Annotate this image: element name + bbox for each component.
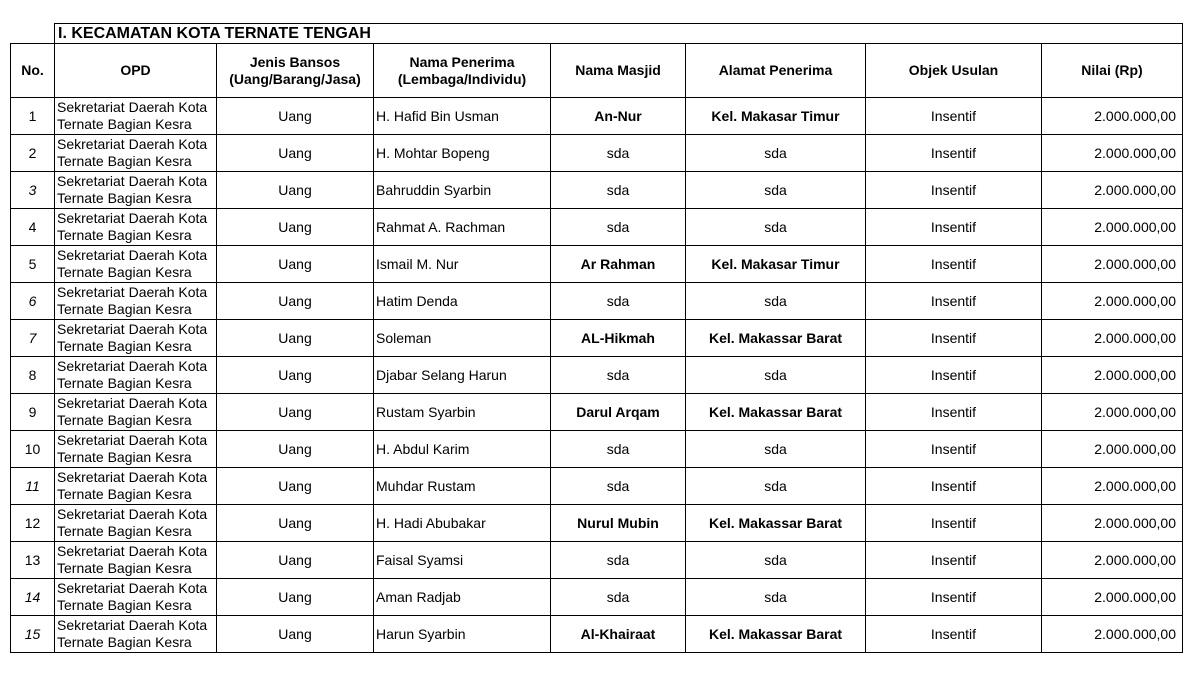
table-row xyxy=(11,431,1183,468)
cell-jenis[interactable]: Uang xyxy=(217,135,374,172)
header-nama-line1: Nama Penerima xyxy=(409,53,515,70)
opd-line2: Ternate Bagian Kesra xyxy=(57,153,192,169)
cell-opd[interactable] xyxy=(55,283,217,320)
opd-line2: Ternate Bagian Kesra xyxy=(57,560,192,576)
cell-no[interactable]: 3 xyxy=(11,172,55,209)
opd-line2: Ternate Bagian Kesra xyxy=(57,634,192,650)
header-nilai[interactable]: Nilai (Rp) xyxy=(1042,44,1183,98)
opd-line1: Sekretariat Daerah Kota xyxy=(57,432,208,448)
cell-jenis[interactable]: Uang xyxy=(217,542,374,579)
cell-nilai[interactable]: 2.000.000,00 xyxy=(1042,320,1183,357)
cell-masjid[interactable]: Ar Rahman xyxy=(551,246,686,283)
cell-objek[interactable]: Insentif xyxy=(866,172,1042,209)
opd-line2: Ternate Bagian Kesra xyxy=(57,227,192,243)
cell-alamat[interactable]: Kel. Makassar Barat xyxy=(686,616,866,653)
cell-opd[interactable] xyxy=(55,98,217,135)
table-row xyxy=(11,468,1183,505)
cell-nilai[interactable]: 2.000.000,00 xyxy=(1042,505,1183,542)
cell-objek[interactable]: Insentif xyxy=(866,135,1042,172)
opd-line2: Ternate Bagian Kesra xyxy=(57,301,192,317)
opd-line2: Ternate Bagian Kesra xyxy=(57,264,192,280)
table-row xyxy=(11,357,1183,394)
cell-nilai[interactable]: 2.000.000,00 xyxy=(1042,468,1183,505)
cell-masjid[interactable]: sda xyxy=(551,579,686,616)
cell-nilai[interactable]: 2.000.000,00 xyxy=(1042,283,1183,320)
opd-line1: Sekretariat Daerah Kota xyxy=(57,173,208,189)
opd-line2: Ternate Bagian Kesra xyxy=(57,486,192,502)
cell-objek[interactable]: Insentif xyxy=(866,394,1042,431)
cell-no[interactable]: 14 xyxy=(11,579,55,616)
cell-no[interactable]: 11 xyxy=(11,468,55,505)
cell-nilai[interactable]: 2.000.000,00 xyxy=(1042,357,1183,394)
table-row xyxy=(11,135,1183,172)
cell-objek[interactable]: Insentif xyxy=(866,579,1042,616)
opd-line2: Ternate Bagian Kesra xyxy=(57,449,192,465)
opd-line1: Sekretariat Daerah Kota xyxy=(57,506,208,522)
cell-alamat[interactable]: Kel. Makassar Barat xyxy=(686,394,866,431)
cell-objek[interactable]: Insentif xyxy=(866,246,1042,283)
section-title[interactable]: I. KECAMATAN KOTA TERNATE TENGAH xyxy=(55,24,1183,44)
opd-line1: Sekretariat Daerah Kota xyxy=(57,395,208,411)
cell-alamat[interactable]: sda xyxy=(686,468,866,505)
header-opd[interactable]: OPD xyxy=(55,44,217,98)
opd-line2: Ternate Bagian Kesra xyxy=(57,597,192,613)
cell-masjid[interactable]: sda xyxy=(551,172,686,209)
cell-nama[interactable]: Bahruddin Syarbin xyxy=(374,172,551,209)
header-jenis-line1: Jenis Bansos xyxy=(249,53,341,70)
cell-nama[interactable]: H. Hafid Bin Usman xyxy=(374,98,551,135)
cell-nama[interactable]: Hatim Denda xyxy=(374,283,551,320)
cell-masjid[interactable]: Al-Khairaat xyxy=(551,616,686,653)
cell-masjid[interactable]: sda xyxy=(551,209,686,246)
cell-nilai[interactable]: 2.000.000,00 xyxy=(1042,431,1183,468)
cell-alamat[interactable]: sda xyxy=(686,579,866,616)
cell-jenis[interactable]: Uang xyxy=(217,431,374,468)
cell-alamat[interactable]: Kel. Makassar Barat xyxy=(686,320,866,357)
cell-alamat[interactable]: sda xyxy=(686,431,866,468)
table-row xyxy=(11,283,1183,320)
cell-opd[interactable] xyxy=(55,357,217,394)
header-nama-line2: (Lembaga/Individu) xyxy=(397,70,527,87)
cell-opd[interactable] xyxy=(55,542,217,579)
cell-masjid[interactable]: AL-Hikmah xyxy=(551,320,686,357)
cell-objek[interactable]: Insentif xyxy=(866,320,1042,357)
cell-alamat[interactable]: sda xyxy=(686,357,866,394)
table-row xyxy=(11,172,1183,209)
cell-nilai[interactable]: 2.000.000,00 xyxy=(1042,394,1183,431)
cell-jenis[interactable]: Uang xyxy=(217,246,374,283)
cell-nilai[interactable]: 2.000.000,00 xyxy=(1042,579,1183,616)
opd-line2: Ternate Bagian Kesra xyxy=(57,523,192,539)
cell-nama[interactable]: Soleman xyxy=(374,320,551,357)
cell-masjid[interactable]: sda xyxy=(551,135,686,172)
opd-line2: Ternate Bagian Kesra xyxy=(57,116,192,132)
cell-nama[interactable]: Muhdar Rustam xyxy=(374,468,551,505)
table-row xyxy=(11,98,1183,135)
section-row xyxy=(11,24,1183,44)
header-masjid[interactable]: Nama Masjid xyxy=(551,44,686,98)
cell-nilai[interactable]: 2.000.000,00 xyxy=(1042,542,1183,579)
table-row xyxy=(11,394,1183,431)
opd-line1: Sekretariat Daerah Kota xyxy=(57,617,208,633)
table-row xyxy=(11,505,1183,542)
header-alamat[interactable]: Alamat Penerima xyxy=(686,44,866,98)
opd-line1: Sekretariat Daerah Kota xyxy=(57,136,208,152)
cell-masjid[interactable]: An-Nur xyxy=(551,98,686,135)
opd-line1: Sekretariat Daerah Kota xyxy=(57,284,208,300)
cell-no[interactable]: 5 xyxy=(11,246,55,283)
spreadsheet xyxy=(10,23,1183,653)
header-no[interactable]: No. xyxy=(11,44,55,98)
cell-masjid[interactable]: sda xyxy=(551,542,686,579)
cell-masjid[interactable]: Nurul Mubin xyxy=(551,505,686,542)
cell-jenis[interactable]: Uang xyxy=(217,320,374,357)
cell-opd[interactable] xyxy=(55,135,217,172)
cell-nama[interactable]: H. Mohtar Bopeng xyxy=(374,135,551,172)
cell-jenis[interactable]: Uang xyxy=(217,357,374,394)
cell-alamat[interactable]: Kel. Makasar Timur xyxy=(686,98,866,135)
cell-nama[interactable]: Rustam Syarbin xyxy=(374,394,551,431)
cell-alamat[interactable]: Kel. Makassar Barat xyxy=(686,505,866,542)
cell-opd[interactable] xyxy=(55,172,217,209)
blank-cell xyxy=(11,24,55,44)
cell-alamat[interactable]: sda xyxy=(686,172,866,209)
cell-jenis[interactable]: Uang xyxy=(217,172,374,209)
opd-line2: Ternate Bagian Kesra xyxy=(57,338,192,354)
cell-no[interactable]: 7 xyxy=(11,320,55,357)
table-row xyxy=(11,542,1183,579)
cell-opd[interactable] xyxy=(55,579,217,616)
cell-objek[interactable]: Insentif xyxy=(866,616,1042,653)
opd-line1: Sekretariat Daerah Kota xyxy=(57,210,208,226)
header-jenis-line2: (Uang/Barang/Jasa) xyxy=(229,70,361,87)
opd-line1: Sekretariat Daerah Kota xyxy=(57,543,208,559)
table-row xyxy=(11,246,1183,283)
opd-line1: Sekretariat Daerah Kota xyxy=(57,580,208,596)
cell-no[interactable]: 12 xyxy=(11,505,55,542)
cell-objek[interactable]: Insentif xyxy=(866,357,1042,394)
cell-no[interactable]: 8 xyxy=(11,357,55,394)
cell-objek[interactable]: Insentif xyxy=(866,209,1042,246)
cell-no[interactable]: 2 xyxy=(11,135,55,172)
cell-no[interactable]: 4 xyxy=(11,209,55,246)
cell-nama[interactable]: Faisal Syamsi xyxy=(374,542,551,579)
cell-nama[interactable]: Djabar Selang Harun xyxy=(374,357,551,394)
cell-nilai[interactable]: 2.000.000,00 xyxy=(1042,209,1183,246)
cell-jenis[interactable]: Uang xyxy=(217,98,374,135)
cell-objek[interactable]: Insentif xyxy=(866,468,1042,505)
cell-opd[interactable] xyxy=(55,616,217,653)
cell-opd[interactable] xyxy=(55,246,217,283)
cell-nama[interactable]: Rahmat A. Rachman xyxy=(374,209,551,246)
cell-masjid[interactable]: sda xyxy=(551,283,686,320)
cell-objek[interactable]: Insentif xyxy=(866,283,1042,320)
cell-nilai[interactable]: 2.000.000,00 xyxy=(1042,246,1183,283)
cell-masjid[interactable]: sda xyxy=(551,357,686,394)
opd-line2: Ternate Bagian Kesra xyxy=(57,375,192,391)
cell-nilai[interactable]: 2.000.000,00 xyxy=(1042,616,1183,653)
bansos-table xyxy=(10,23,1183,653)
table-row xyxy=(11,616,1183,653)
cell-opd[interactable] xyxy=(55,394,217,431)
cell-nilai[interactable]: 2.000.000,00 xyxy=(1042,98,1183,135)
cell-jenis[interactable]: Uang xyxy=(217,283,374,320)
cell-nama[interactable]: H. Hadi Abubakar xyxy=(374,505,551,542)
cell-no[interactable]: 13 xyxy=(11,542,55,579)
cell-nama[interactable]: H. Abdul Karim xyxy=(374,431,551,468)
cell-masjid[interactable]: Darul Arqam xyxy=(551,394,686,431)
table-row xyxy=(11,209,1183,246)
cell-opd[interactable] xyxy=(55,468,217,505)
cell-masjid[interactable]: sda xyxy=(551,431,686,468)
table-row xyxy=(11,320,1183,357)
cell-no[interactable]: 15 xyxy=(11,616,55,653)
opd-line1: Sekretariat Daerah Kota xyxy=(57,469,208,485)
cell-nilai[interactable]: 2.000.000,00 xyxy=(1042,172,1183,209)
header-row xyxy=(11,44,1183,98)
cell-objek[interactable]: Insentif xyxy=(866,98,1042,135)
table-row xyxy=(11,579,1183,616)
cell-objek[interactable]: Insentif xyxy=(866,431,1042,468)
cell-jenis[interactable]: Uang xyxy=(217,616,374,653)
cell-alamat[interactable]: sda xyxy=(686,542,866,579)
cell-no[interactable]: 10 xyxy=(11,431,55,468)
cell-no[interactable]: 1 xyxy=(11,98,55,135)
cell-objek[interactable]: Insentif xyxy=(866,542,1042,579)
cell-jenis[interactable]: Uang xyxy=(217,468,374,505)
opd-line1: Sekretariat Daerah Kota xyxy=(57,321,208,337)
cell-nama[interactable]: Aman Radjab xyxy=(374,579,551,616)
header-objek[interactable]: Objek Usulan xyxy=(866,44,1042,98)
cell-jenis[interactable]: Uang xyxy=(217,579,374,616)
opd-line2: Ternate Bagian Kesra xyxy=(57,412,192,428)
cell-opd[interactable] xyxy=(55,431,217,468)
cell-nilai[interactable]: 2.000.000,00 xyxy=(1042,135,1183,172)
cell-jenis[interactable]: Uang xyxy=(217,209,374,246)
cell-no[interactable]: 9 xyxy=(11,394,55,431)
cell-opd[interactable] xyxy=(55,320,217,357)
opd-line1: Sekretariat Daerah Kota xyxy=(57,99,208,115)
cell-alamat[interactable]: Kel. Makasar Timur xyxy=(686,246,866,283)
cell-alamat[interactable]: sda xyxy=(686,135,866,172)
cell-alamat[interactable]: sda xyxy=(686,283,866,320)
cell-nama[interactable]: Ismail M. Nur xyxy=(374,246,551,283)
opd-line2: Ternate Bagian Kesra xyxy=(57,190,192,206)
cell-jenis[interactable]: Uang xyxy=(217,505,374,542)
cell-opd[interactable] xyxy=(55,505,217,542)
opd-line1: Sekretariat Daerah Kota xyxy=(57,358,208,374)
cell-no[interactable]: 6 xyxy=(11,283,55,320)
header-nama[interactable] xyxy=(374,44,551,98)
cell-opd[interactable] xyxy=(55,209,217,246)
cell-nama[interactable]: Harun Syarbin xyxy=(374,616,551,653)
cell-masjid[interactable]: sda xyxy=(551,468,686,505)
cell-alamat[interactable]: sda xyxy=(686,209,866,246)
header-jenis[interactable] xyxy=(217,44,374,98)
cell-jenis[interactable]: Uang xyxy=(217,394,374,431)
cell-objek[interactable]: Insentif xyxy=(866,505,1042,542)
opd-line1: Sekretariat Daerah Kota xyxy=(57,247,208,263)
